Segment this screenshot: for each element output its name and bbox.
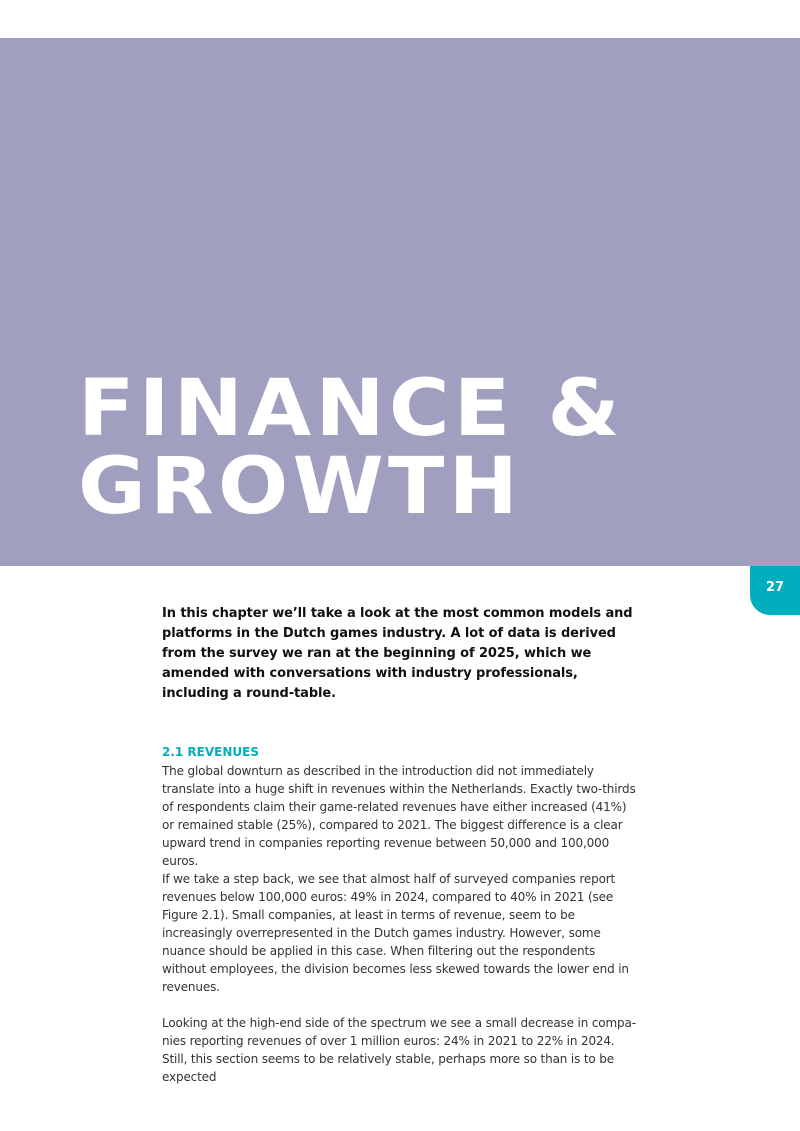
chapter-title-line-2: GROWTH: [78, 442, 523, 532]
chapter-hero-banner: [0, 38, 800, 566]
body-paragraph: The global downturn as described in the introduction did not immediately translate into a huge shift in revenues within the Netherlands. Exactly two-thirds of respondents claim their game-related revenues have either increased (41%) or remained stable (25%), compared to 2021. The biggest difference is a clear upward trend in companies reporting revenue between 50,000 and 100,000 euros.: [162, 764, 636, 868]
page-number: 27: [765, 580, 785, 595]
body-paragraph: Looking at the high-end side of the spectrum we see a small decrease in compa-nies reporting revenues of over 1 million euros: 24% in 2021 to 22% in 2024. Still, this section seems to be relatively stable, perhaps more so than is to be expected: [162, 1016, 636, 1084]
chapter-title-line-1: FINANCE &: [78, 364, 624, 454]
chapter-body: [162, 604, 640, 1086]
page-number-tab: [750, 566, 800, 615]
chapter-intro: In this chapter we’ll take a look at the most common models and platforms in the Dutch games industry. A lot of data is derived from the survey we ran at the beginning of 2025, which we amended with conversations with industry professionals, including a round-table.: [162, 606, 633, 701]
body-paragraph: If we take a step back, we see that almost half of surveyed companies report revenues below 100,000 euros: 49% in 2024, compared to 40% in 2021 (see Figure 2.1). Small companies, at least in terms of revenue, seem to be increasingly overrepresented in the Dutch games industry. However, some nuance should be applied in this case. When filtering out the respondents without employees, the division becomes less skewed towards the lower end in revenues.: [162, 872, 629, 994]
chapter-title: [78, 364, 624, 532]
section-heading-revenues: 2.1 REVENUES: [162, 745, 259, 759]
